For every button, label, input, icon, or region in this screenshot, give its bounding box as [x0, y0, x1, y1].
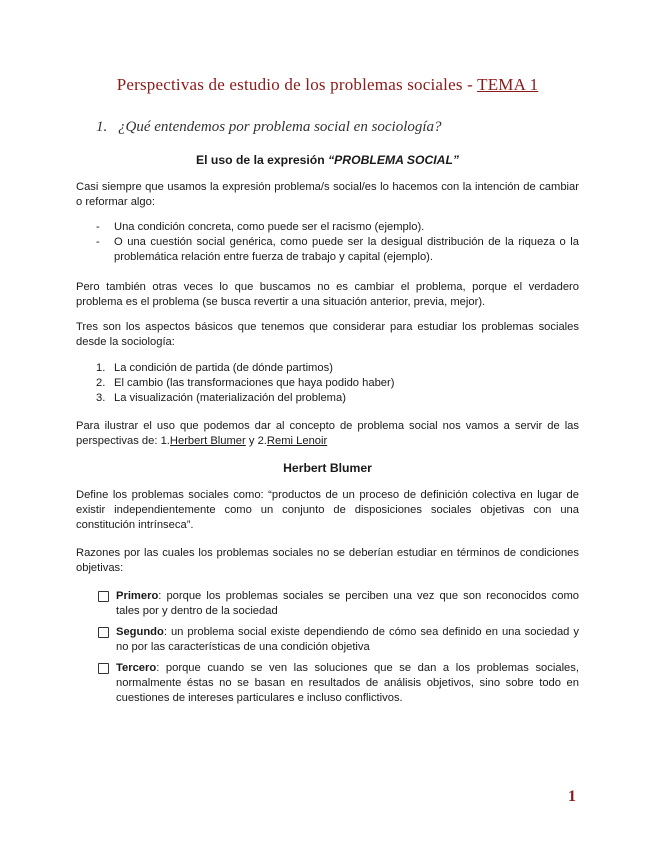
section-heading-blumer: Herbert Blumer [283, 461, 372, 475]
check-label: Segundo [116, 626, 164, 638]
perspectives-mid: y 2. [245, 435, 267, 447]
list-item [76, 376, 579, 391]
list-item [76, 235, 579, 265]
heading-emphasis: “PROBLEMA SOCIAL” [328, 153, 459, 167]
paragraph-intro: Casi siempre que usamos la expresión problema/s social/es lo hacemos con la intención de cambiar o reformar algo: [76, 181, 579, 208]
title-main: Perspectivas de estudio de los problemas sociales - [116, 75, 478, 94]
section-question [96, 120, 442, 135]
list-item [76, 361, 579, 376]
checkbox-icon[interactable] [98, 591, 109, 602]
paragraph-perspectives [76, 419, 579, 449]
check-label: Primero [116, 590, 159, 602]
check-item-tercero [76, 661, 579, 706]
title-tema: TEMA 1 [477, 75, 539, 94]
heading-prefix: El uso de la expresión [196, 153, 329, 167]
list-item-text: La condición de partida (de dónde partimos) [114, 362, 333, 374]
bullet-list [76, 220, 579, 265]
check-text: : porque los problemas sociales se perciben una vez que son reconocidos como tales por y dentro de la sociedad [116, 590, 579, 617]
page-title [76, 77, 579, 92]
paragraph-aspects: Tres son los aspectos básicos que tenemos que considerar para estudiar los problemas sociales desde la sociología: [76, 321, 579, 348]
paragraph-definition: Define los problemas sociales como: “productos de un proceso de definición colectiva en lugar de existir independientemente como un conjunto de disposiciones sociales objetivas con una constitución intrínseca”. [76, 489, 579, 531]
list-item [76, 220, 579, 235]
list-item-text: La visualización (materialización del problema) [114, 392, 346, 404]
list-item-text: O una cuestión social genérica, como puede ser la desigual distribución de la riqueza o la problemática relación entre fuerza de trabajo y capital (ejemplo). [114, 236, 579, 263]
list-item-text: Una condición concreta, como puede ser el racismo (ejemplo). [114, 221, 425, 233]
section-heading-uso [76, 153, 579, 168]
numbered-list [76, 361, 579, 406]
paragraph-problem: Pero también otras veces lo que buscamos no es cambiar el problema, porque el verdadero problema es el problema (se busca revertir a una situación anterior, previa, mejor). [76, 281, 579, 308]
perspectives-text: Para ilustrar el uso que podemos dar al concepto de problema social nos vamos a servir de las perspectivas de: 1. [76, 420, 579, 447]
number-marker: 1. [96, 362, 106, 374]
checkbox-icon[interactable] [98, 627, 109, 638]
number-marker: 3. [96, 392, 106, 404]
check-item-segundo [76, 625, 579, 655]
number-marker: 2. [96, 377, 106, 389]
checkbox-list [76, 589, 579, 712]
question-number: 1. [96, 119, 108, 135]
page-number: 1 [568, 788, 576, 805]
paragraph-reasons: Razones por las cuales los problemas sociales no se deberían estudiar en términos de condiciones objetivas: [76, 547, 579, 574]
check-text: : un problema social existe dependiendo de cómo sea definido en una sociedad y no por las características de una condición objetiva [116, 626, 579, 653]
document-page [76, 0, 579, 848]
link-herbert-blumer[interactable]: Herbert Blumer [169, 435, 246, 447]
dash-marker: - [96, 221, 100, 233]
check-text: : porque cuando se ven las soluciones que se dan a los problemas sociales, normalmente éstas no se basan en resultados de análisis objetivos, sino sobre todo en cuestiones de intereses particulares e incluso conflictivos. [116, 662, 579, 704]
checkbox-icon[interactable] [98, 663, 109, 674]
question-text: ¿Qué entendemos por problema social en sociología? [118, 119, 442, 135]
check-item-primero [76, 589, 579, 619]
list-item-text: El cambio (las transformaciones que haya podido haber) [114, 377, 395, 389]
list-item [76, 391, 579, 406]
dash-marker: - [96, 236, 100, 248]
check-label: Tercero [116, 662, 157, 674]
link-remi-lenoir[interactable]: Remi Lenoir [266, 435, 328, 447]
